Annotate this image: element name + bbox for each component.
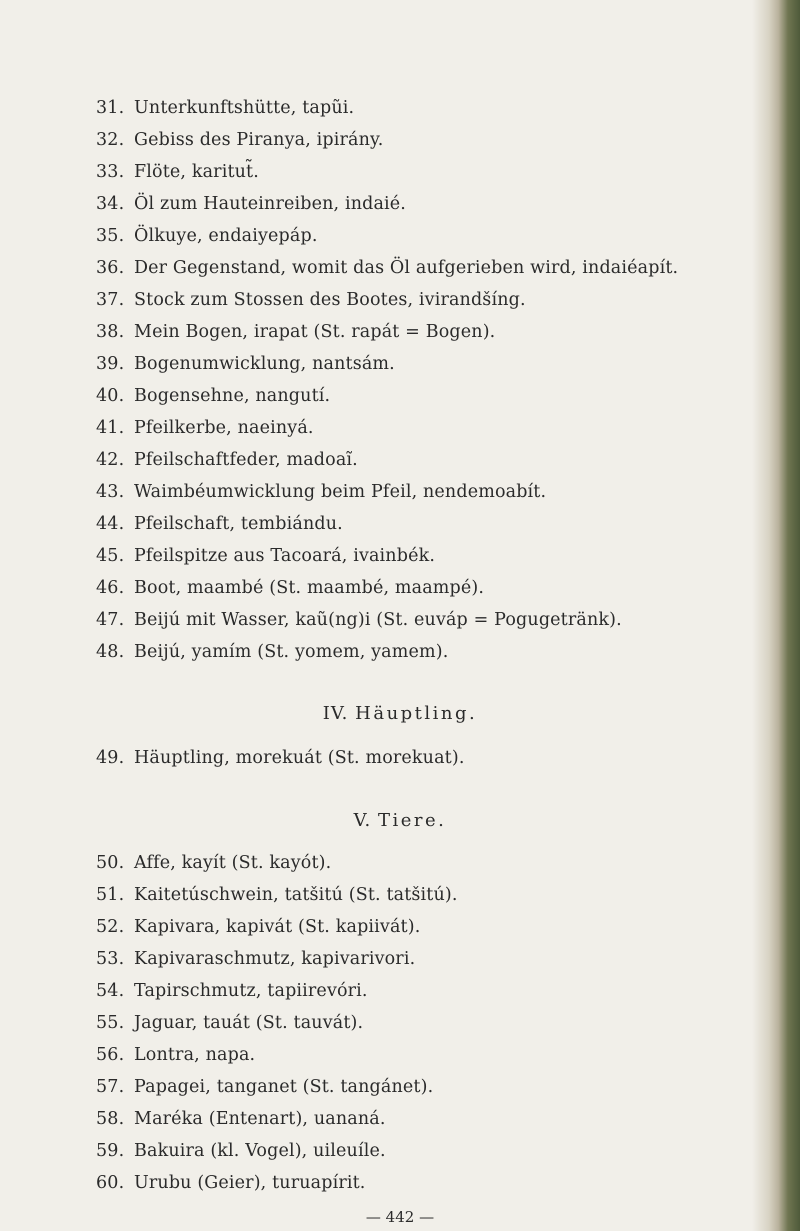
list-item	[96, 912, 420, 942]
list-item	[96, 157, 259, 187]
list-item	[96, 880, 458, 910]
list-item	[96, 1040, 255, 1070]
entry-text: Bakuira (kl. Vogel), uileuíle.	[134, 1141, 386, 1161]
section-title: Tiere.	[377, 810, 447, 831]
list-item	[96, 976, 368, 1006]
entry-text: Stock zum Stossen des Bootes, ivirandšíng.	[134, 290, 526, 310]
entry-text: Häuptling, morekuát (St. morekuat).	[134, 748, 465, 768]
entry-text: Pfeilspitze aus Tacoará, ivainbék.	[134, 546, 436, 566]
entry-text: Bogensehne, nangutí.	[134, 386, 331, 406]
entry-text: Beijú, yamím (St. yomem, yamem).	[134, 642, 449, 662]
entry-number: 45.	[96, 546, 125, 566]
entry-text: Kapivaraschmutz, kapivarivori.	[134, 949, 416, 969]
list-item	[96, 1072, 433, 1102]
list-item	[96, 349, 395, 379]
entry-text: Beijú mit Wasser, kaũ(ng)i (St. euváp = Pogugetränk).	[134, 610, 622, 630]
list-item	[96, 848, 331, 878]
entry-text: Boot, maambé (St. maambé, maampé).	[134, 578, 485, 598]
entry-text: Bogenumwicklung, nantsám.	[134, 354, 395, 374]
entry-text: Tapirschmutz, tapiirevóri.	[134, 981, 368, 1001]
list-item	[96, 944, 415, 974]
list-item	[96, 285, 526, 315]
entry-number: 43.	[96, 482, 125, 502]
list-item	[96, 1136, 386, 1166]
entry-number: 35.	[96, 226, 125, 246]
entry-number: 54.	[96, 981, 125, 1001]
section-heading	[0, 699, 800, 729]
entry-text: Mein Bogen, irapat (St. rapát = Bogen).	[134, 322, 496, 342]
entry-number: 46.	[96, 578, 125, 598]
entry-number: 33.	[96, 162, 125, 182]
entry-number: 44.	[96, 514, 125, 534]
entry-number: 50.	[96, 853, 125, 873]
entry-number: 60.	[96, 1173, 125, 1193]
list-item	[96, 1168, 366, 1198]
list-item	[96, 1104, 386, 1134]
entry-number: 38.	[96, 322, 125, 342]
list-item	[96, 125, 383, 155]
section-numeral: V.	[353, 810, 372, 831]
section-title: Häuptling.	[355, 703, 478, 724]
entry-number: 55.	[96, 1013, 125, 1033]
entry-text: Urubu (Geier), turuapírit.	[134, 1173, 366, 1193]
entry-text: Waimbéumwicklung beim Pfeil, nendemoabít.	[134, 482, 547, 502]
list-item	[96, 743, 465, 773]
list-item	[96, 605, 622, 635]
entry-number: 40.	[96, 386, 125, 406]
entry-text: Ölkuye, endaiyepáp.	[134, 226, 318, 246]
entry-number: 37.	[96, 290, 125, 310]
list-item	[96, 509, 343, 539]
entry-text: Pfeilschaftfeder, madoaĩ.	[134, 450, 358, 470]
list-item	[96, 93, 354, 123]
section-numeral: IV.	[322, 703, 349, 724]
entry-text: Der Gegenstand, womit das Öl aufgerieben wird, indaiéapít.	[134, 258, 679, 278]
entry-number: 49.	[96, 748, 125, 768]
entry-text: Affe, kayít (St. kayót).	[134, 853, 332, 873]
entry-number: 58.	[96, 1109, 125, 1129]
list-item	[96, 1008, 363, 1038]
entry-text: Unterkunftshütte, tapũi.	[134, 98, 355, 118]
list-item	[96, 413, 314, 443]
entry-text: Maréka (Entenart), uananá.	[134, 1109, 386, 1129]
list-item	[96, 573, 484, 603]
list-item	[96, 253, 678, 283]
list-item	[96, 541, 435, 571]
entry-text: Gebiss des Piranya, ipirány.	[134, 130, 384, 150]
entry-text: Jaguar, tauát (St. tauvát).	[134, 1013, 364, 1033]
entry-number: 34.	[96, 194, 125, 214]
page-number: — 442 —	[365, 1208, 435, 1226]
list-item	[96, 317, 495, 347]
page-binding-edge	[752, 0, 800, 1231]
entry-number: 41.	[96, 418, 125, 438]
entry-number: 31.	[96, 98, 125, 118]
entry-number: 56.	[96, 1045, 125, 1065]
entry-text: Kapivara, kapivát (St. kapiivát).	[134, 917, 421, 937]
entry-number: 59.	[96, 1141, 125, 1161]
entry-number: 53.	[96, 949, 125, 969]
entry-number: 48.	[96, 642, 125, 662]
entry-number: 32.	[96, 130, 125, 150]
entry-number: 51.	[96, 885, 125, 905]
entry-number: 36.	[96, 258, 125, 278]
entry-text: Öl zum Hauteinreiben, indaié.	[134, 194, 407, 214]
entry-text: Flöte, karitut̃.	[134, 162, 259, 182]
entry-number: 57.	[96, 1077, 125, 1097]
section-heading	[0, 806, 800, 836]
list-item	[96, 189, 406, 219]
list-item	[96, 221, 318, 251]
list-item	[96, 445, 358, 475]
list-item	[96, 381, 330, 411]
entry-number: 39.	[96, 354, 125, 374]
entry-text: Pfeilschaft, tembiándu.	[134, 514, 343, 534]
entry-text: Papagei, tanganet (St. tangánet).	[134, 1077, 434, 1097]
entry-number: 52.	[96, 917, 125, 937]
entry-text: Pfeilkerbe, naeinyá.	[134, 418, 314, 438]
entry-number: 42.	[96, 450, 125, 470]
list-item	[96, 637, 448, 667]
list-item	[96, 477, 546, 507]
entry-text: Lontra, napa.	[134, 1045, 256, 1065]
entry-number: 47.	[96, 610, 125, 630]
entry-text: Kaitetúschwein, tatšitú (St. tatšitú).	[134, 885, 458, 905]
